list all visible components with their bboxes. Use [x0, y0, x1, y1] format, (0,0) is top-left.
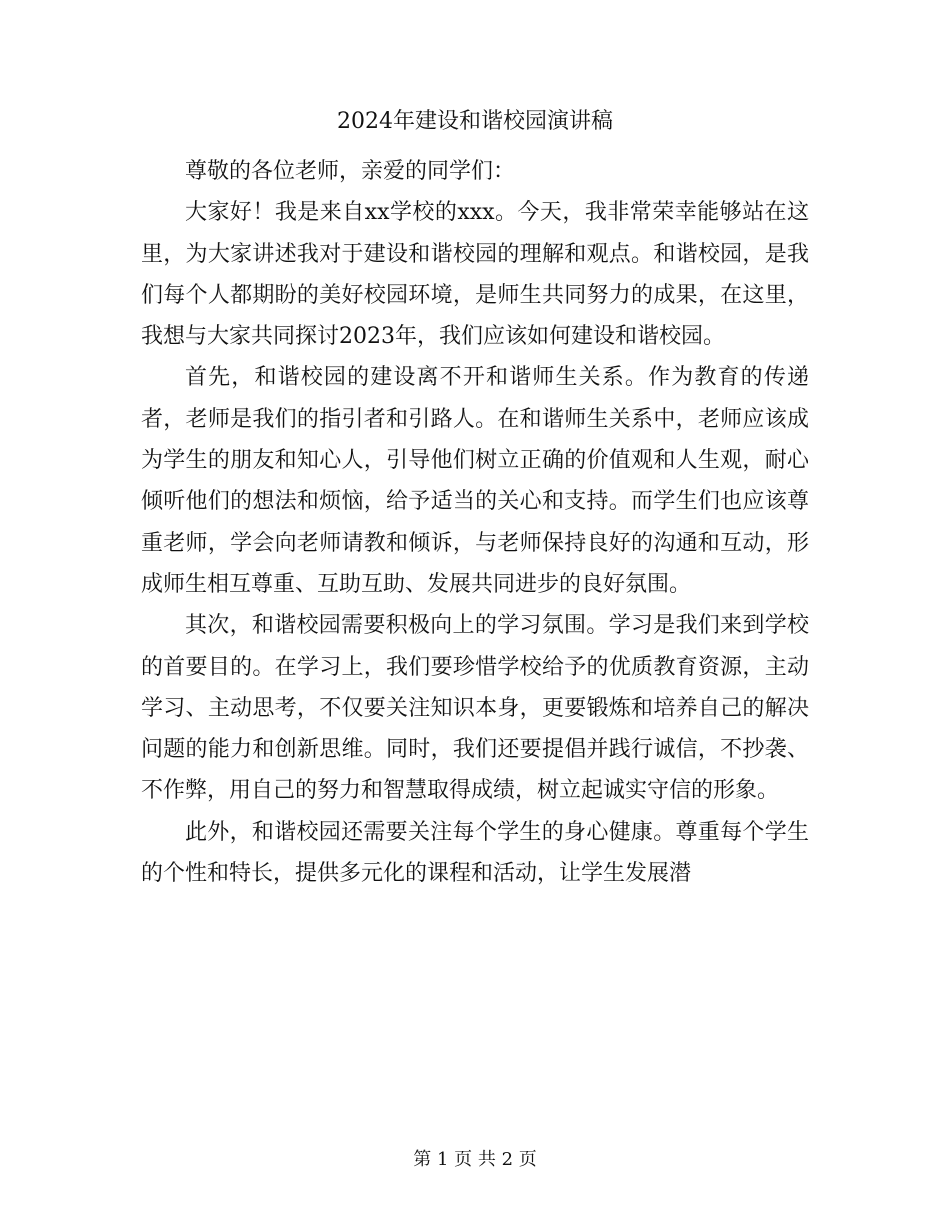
- body-paragraph: 大家好！我是来自xx学校的xxx。今天，我非常荣幸能够站在这里，为大家讲述我对于建设和谐校园的理解和观点。和谐校园，是我们每个人都期盼的美好校园环境，是师生共同努力的成果，在这里，我想与大家共同探讨2023年，我们应该如何建设和谐校园。: [141, 200, 809, 350]
- body-paragraph: 此外，和谐校园还需要关注每个学生的身心健康。尊重每个学生的个性和特长，提供多元化的课程和活动，让学生发展潜: [141, 819, 809, 887]
- salutation-paragraph: 尊敬的各位老师，亲爱的同学们：: [185, 159, 516, 184]
- body-paragraph: 其次，和谐校园需要积极向上的学习氛围。学习是我们来到学校的首要目的。在学习上，我们要珍惜学校给予的优质教育资源，主动学习、主动思考，不仅要关注知识本身，更要锻炼和培养自己的解决问题的能力和创新思维。同时，我们还要提倡并践行诚信，不抄袭、不作弊，用自己的努力和智慧取得成绩，树立起诚实守信的形象。: [141, 613, 809, 804]
- page-footer: 第 1 页 共 2 页: [413, 1149, 537, 1170]
- document-body: [141, 151, 809, 894]
- document-title: 2024年建设和谐校园演讲稿: [337, 109, 613, 134]
- body-paragraph: 首先，和谐校园的建设离不开和谐师生关系。作为教育的传递者，老师是我们的指引者和引路人。在和谐师生关系中，老师应该成为学生的朋友和知心人，引导他们树立正确的价值观和人生观，耐心倾听他们的想法和烦恼，给予适当的关心和支持。而学生们也应该尊重老师，学会向老师请教和倾诉，与老师保持良好的沟通和互动，形成师生相互尊重、互助互助、发展共同进步的良好氛围。: [141, 365, 809, 597]
